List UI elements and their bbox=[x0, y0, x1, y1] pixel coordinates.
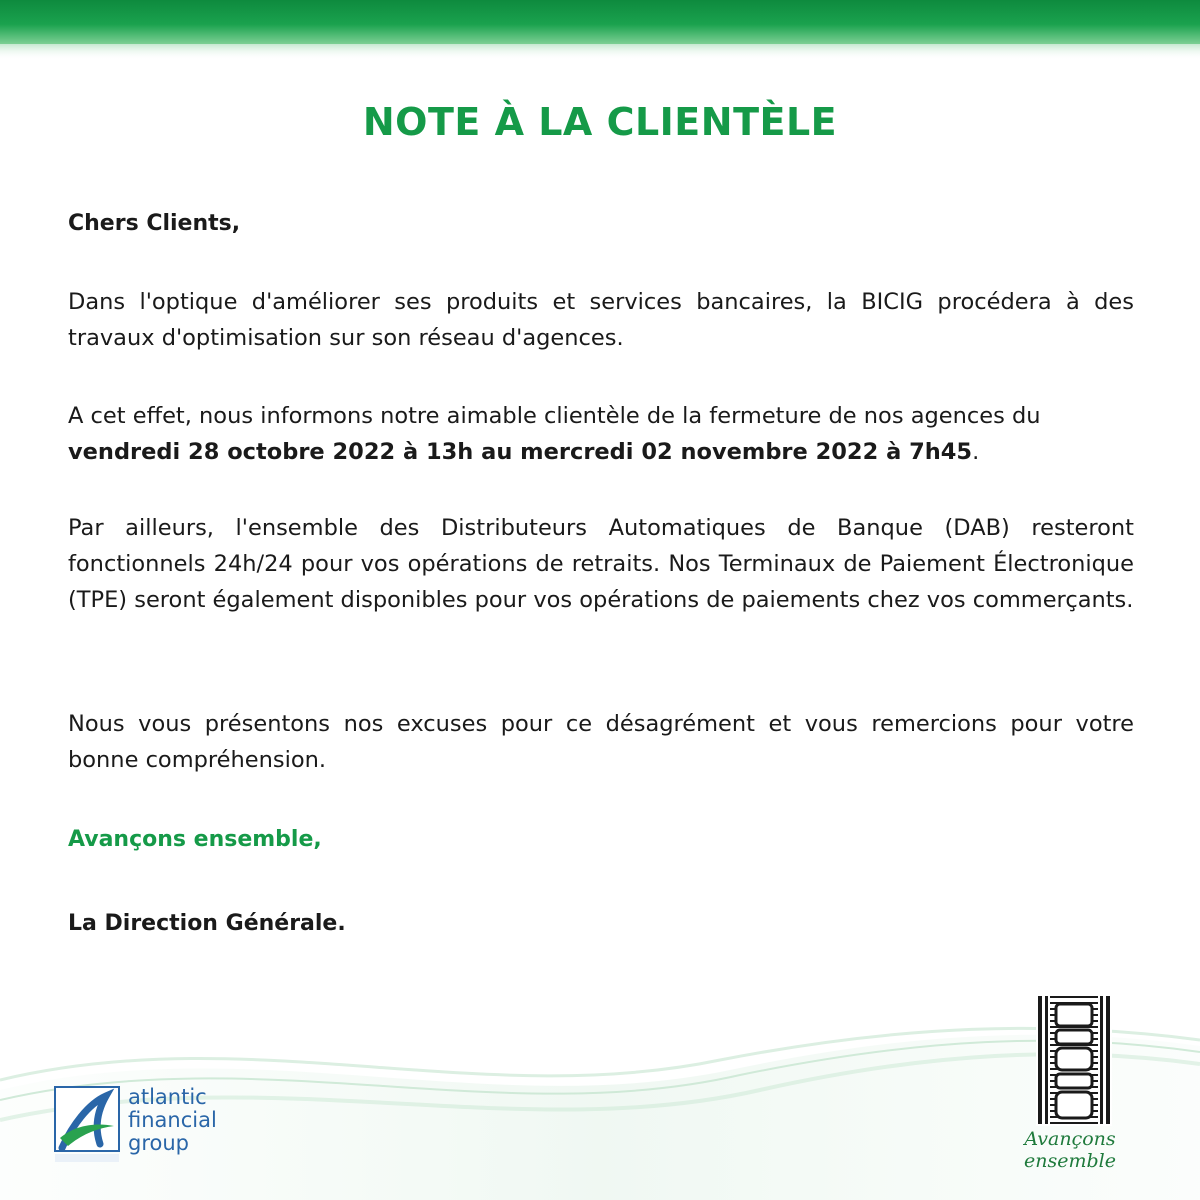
closure-end-punctuation: . bbox=[972, 439, 980, 465]
closure-intro-text: A cet effet, nous informons notre aimable clientèle de la fermeture de nos agences du bbox=[68, 403, 1041, 429]
afg-a-mark-icon bbox=[54, 1086, 120, 1164]
closure-dates: vendredi 28 octobre 2022 à 13h au mercredi 02 novembre 2022 à 7h45 bbox=[68, 439, 973, 465]
afg-word-atlantic: atlantic bbox=[128, 1085, 207, 1109]
page-title: NOTE À LA CLIENTÈLE bbox=[362, 100, 838, 144]
paragraph-closure bbox=[68, 398, 1134, 470]
bicig-slogan: Avançons ensemble bbox=[1024, 1128, 1116, 1172]
top-green-band bbox=[0, 0, 1200, 60]
paragraph-intro: Dans l'optique d'améliorer ses produits et services bancaires, la BICIG procédera à des travaux d'optimisation sur son réseau d'agences. bbox=[68, 289, 1134, 351]
afg-word-group: group bbox=[128, 1131, 189, 1155]
greeting: Chers Clients, bbox=[68, 211, 241, 236]
signature: La Direction Générale. bbox=[68, 911, 346, 936]
afg-word-financial: financial bbox=[128, 1108, 217, 1132]
paragraph-services: Par ailleurs, l'ensemble des Distributeurs Automatiques de Banque (DAB) resteront fonctionnels 24h/24 pour vos opérations de retraits. Nos Terminaux de Paiement Électronique (TPE) seront également disponibles pour vos opérations de paiements chez vos commerçants. bbox=[68, 515, 1134, 613]
bicig-striped-logo-icon bbox=[1036, 994, 1112, 1126]
closing-slogan: Avançons ensemble, bbox=[68, 827, 322, 852]
paragraph-apology: Nous vous présentons nos excuses pour ce désagrément et vous remercions pour votre bonne compréhension. bbox=[68, 711, 1134, 773]
atlantic-financial-group-logo bbox=[54, 1086, 234, 1164]
afg-wordmark bbox=[128, 1086, 217, 1155]
